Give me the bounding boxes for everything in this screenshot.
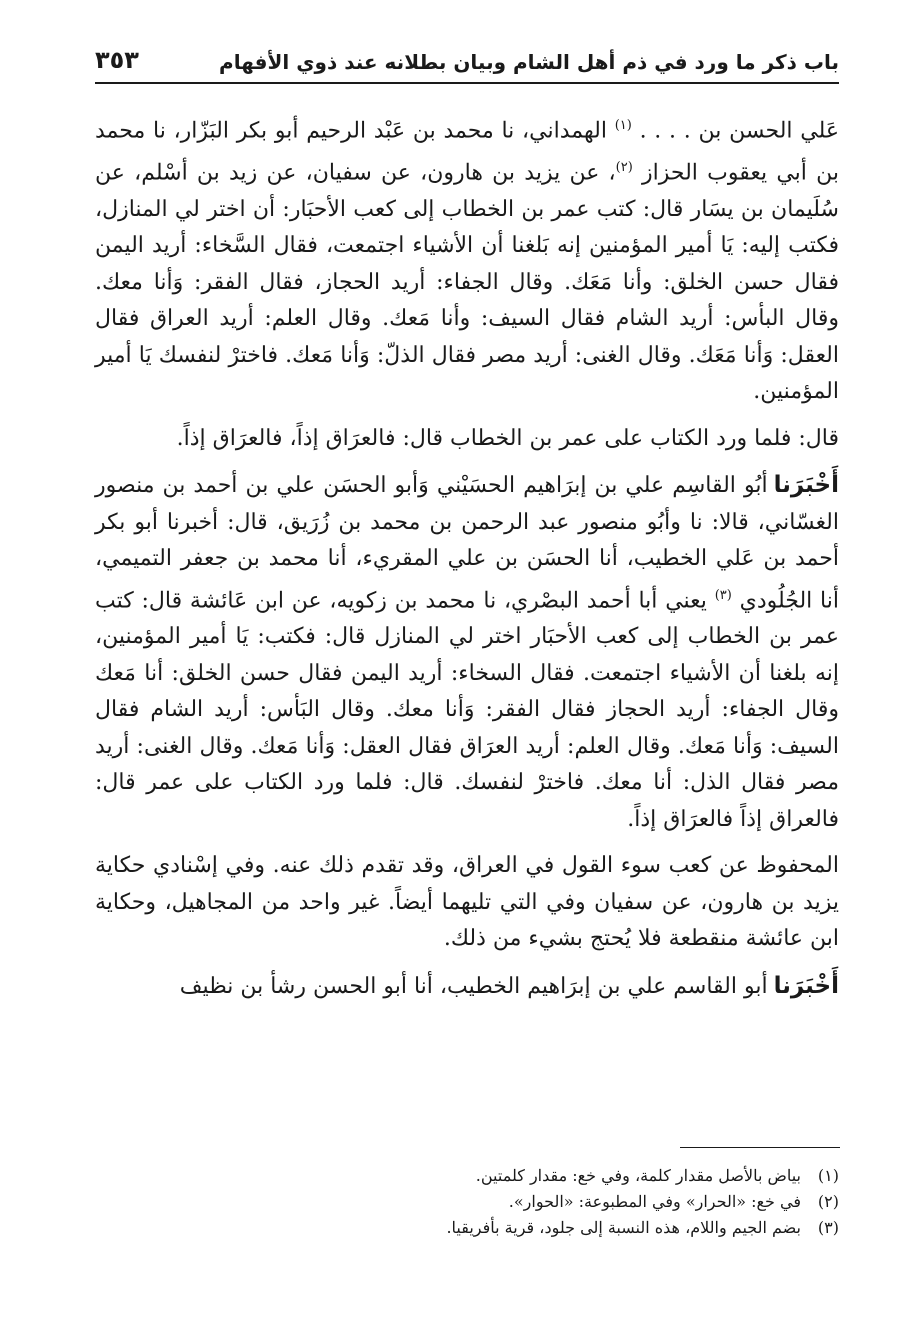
text-segment: الهمداني، نا محمد بن عَبْد الرحيم أبو بكر البَزّار، نا محمد بن أبي يعقوب الحزاز [95, 118, 839, 186]
isnad-lead-word: أَخْبَرَنا [773, 472, 839, 499]
isnad-lead-word: أَخْبَرَنا [773, 972, 839, 999]
text-segment: أبو القاسم علي بن إبرَاهيم الخطيب، أنا أبو الحسن رشأ بن نظيف [179, 973, 768, 999]
footnote [95, 1215, 839, 1241]
footnote-number: (١) [817, 1166, 839, 1185]
footnote-divider [680, 1147, 840, 1148]
paragraph [95, 968, 839, 1006]
footnote-reference: (١) [614, 118, 632, 133]
footnote-number: (٢) [817, 1192, 839, 1211]
paragraph [95, 848, 839, 958]
footnotes [95, 1163, 839, 1241]
running-title: باب ذكر ما ورد في ذم أهل الشام وبيان بطلانه عند ذوي الأفهام [219, 50, 839, 74]
text-segment: يعني أبا أحمد البصْري، نا محمد بن زكويه، عن ابن عَائشة قال: كتب عمر بن الخطاب إلى كعب الأحبَار اختر لي المنازل قال: فكتب: يَا أمير المؤمنين، إنه بلغنا أن الأشياء اجتمعت. فقال السخاء: أريد اليمن فقال حسن الخلق: أنا مَعك وقال الجفاء: أريد الحجاز فقال الفقر: وَأنا معك. وقال البَأس: أريد الشام فقال السيف: وَأنا مَعك. وقال العلم: أريد العرَاق فقال العقل: وَأنا مَعك. وقال الغنى: أريد مصر فقال الذل: أنا معك. فاخترْ لنفسك. قال: فلما ورد الكتاب على عمر قال: فالعراق إذاً فالعرَاق إذاً. [95, 587, 839, 832]
footnote-reference: (٣) [714, 587, 732, 603]
text-segment: أبُو القاسِم علي بن إبرَاهيم الحسَيْني وَأبو الحسَن علي بن أحمد بن منصور الغسّاني، قالا: نا وأبُو منصور عبد الرحمن بن محمد بن زُرَيق، قال: أخبرنا أبو بكر أحمد بن عَلي الخطيب، أنا الحسَن بن علي المقريء، أنا محمد بن جعفر التميمي، أنا الجُلُودي [95, 473, 839, 613]
footnote-text: بياض بالأصل مقدار كلمة، وفي خع: مقدار كلمتين. [475, 1166, 801, 1185]
page-header [95, 40, 839, 84]
main-text [95, 108, 839, 1005]
text-segment: قال: فلما ورد الكتاب على عمر بن الخطاب قال: فالعرَاق إذاً، فالعرَاق إذاً. [176, 425, 839, 451]
paragraph [95, 467, 839, 838]
page-number: ٣٥٣ [95, 46, 139, 74]
footnote-reference: (٢) [615, 159, 633, 175]
text-segment: ، عن يزيد بن هارون، عن سفيان، عن زيد بن أسْلم، عن سُلَيمان بن يسَار قال: كتب عمر بن الخطاب إلى كعب الأحبَار: أن اختر لي المنازل، فكتب إليه: يَا أمير المؤمنين إنه بَلغنا أن الأشياء اجتمعت، فقال السَّخاء: أريد اليمن فقال حسن الخلق: وأنا مَعَك. وقال الجفاء: أريد الحجاز، فقال الفقر: وَأنا معك. وقال البأس: أريد الشام فقال السيف: وأنا مَعك. وقال العلم: أريد العراق فقال العقل: وَأنا مَعَك. وقال الغنى: أريد مصر فقال الذلّ: وَأنا مَعك. فاخترْ لنفسك يَا أمير المؤمنين. [95, 160, 839, 405]
footnote-number: (٣) [817, 1218, 839, 1237]
footnote-text: في خع: «الحرار» وفي المطبوعة: «الحوار». [508, 1192, 801, 1211]
paragraph [95, 421, 839, 458]
text-segment: المحفوظ عن كعب سوء القول في العراق، وقد تقدم ذلك عنه. وفي إسْنادي حكاية يزيد بن هارون، عن سفيان وفي التي تليهما أيضاً. غير واحد من المجاهيل، وحكاية ابن عائشة منقطعة فلا يُحتج بشيء من ذلك. [95, 853, 839, 952]
footnote [95, 1189, 839, 1215]
text-segment: عَلي الحسن بن . . . . [631, 118, 840, 144]
paragraph [95, 108, 839, 411]
footnote [95, 1163, 839, 1189]
footnote-text: بضم الجيم واللام، هذه النسبة إلى جلود، قرية بأفريقيا. [446, 1218, 801, 1237]
